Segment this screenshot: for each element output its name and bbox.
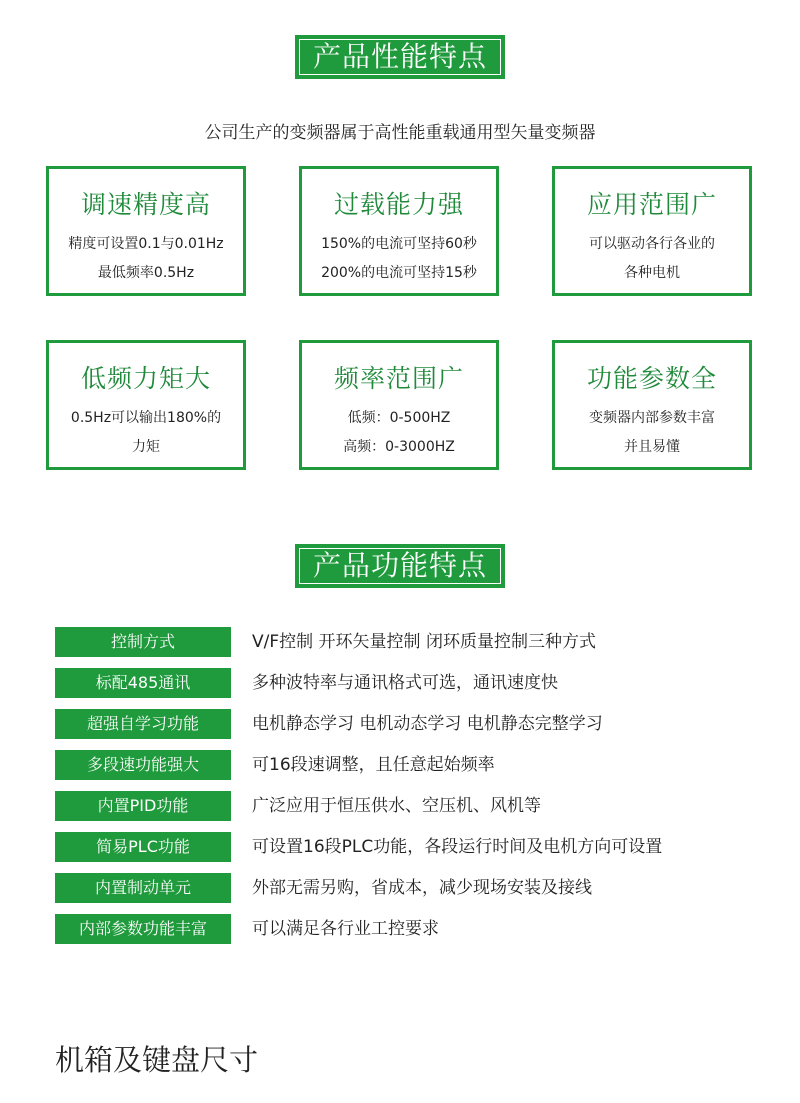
feature-description: 电机静态学习 电机动态学习 电机静态完整学习 [252,714,603,734]
feature-description: 可设置16段PLC功能，各段运行时间及电机方向可设置 [252,837,663,857]
card-line: 高频：0-3000HZ [343,439,455,455]
feature-card-overload [299,166,499,296]
feature-row-brake-unit [55,873,755,903]
card-line: 可以驱动各行各业的 [589,236,715,252]
card-line: 力矩 [132,439,160,455]
feature-description: 广泛应用于恒压供水、空压机、风机等 [252,796,541,816]
feature-label: 内部参数功能丰富 [55,914,231,944]
feature-row-multi-speed [55,750,755,780]
feature-card-full-parameters [552,340,752,470]
card-title: 频率范围广 [333,364,464,393]
feature-description: 多种波特率与通讯格式可选，通讯速度快 [252,673,558,693]
performance-section-title: 产品性能特点 [297,37,503,77]
feature-card-low-freq-torque [46,340,246,470]
feature-row-plc [55,832,755,862]
feature-label: 内置制动单元 [55,873,231,903]
chassis-keyboard-dimensions-heading: 机箱及键盘尺寸 [55,1043,259,1077]
feature-label: 多段速功能强大 [55,750,231,780]
feature-row-pid [55,791,755,821]
feature-label: 简易PLC功能 [55,832,231,862]
card-line: 150%的电流可坚持60秒 [321,236,477,252]
card-title: 低频力矩大 [80,364,211,393]
card-line: 200%的电流可坚持15秒 [321,265,477,281]
feature-label: 超强自学习功能 [55,709,231,739]
feature-row-self-learning [55,709,755,739]
card-title: 功能参数全 [586,364,717,393]
card-title: 应用范围广 [586,190,717,219]
feature-card-frequency-range [299,340,499,470]
function-section-title: 产品功能特点 [297,546,503,586]
card-line: 最低频率0.5Hz [97,265,195,281]
card-line: 低频：0-500HZ [347,410,451,426]
feature-label: 控制方式 [55,627,231,657]
card-line: 各种电机 [624,265,680,281]
feature-description: 可以满足各行业工控要求 [252,919,439,939]
card-title: 过载能力强 [333,190,464,219]
feature-card-speed-precision [46,166,246,296]
card-line: 精度可设置0.1与0.01Hz [68,236,224,252]
feature-label: 标配485通讯 [55,668,231,698]
card-title: 调速精度高 [80,190,211,219]
card-line: 0.5Hz可以输出180%的 [70,410,222,426]
feature-label: 内置PID功能 [55,791,231,821]
card-line: 变频器内部参数丰富 [589,410,715,426]
feature-description: 外部无需另购，省成本，减少现场安装及接线 [252,878,592,898]
feature-row-internal-parameters [55,914,755,944]
card-line: 并且易懂 [624,439,680,455]
feature-description: 可16段速调整，且任意起始频率 [252,755,495,775]
feature-row-485-comm [55,668,755,698]
feature-row-control-mode [55,627,755,657]
feature-card-application-range [552,166,752,296]
performance-intro: 公司生产的变频器属于高性能重载通用型矢量变频器 [204,123,596,143]
feature-description: V/F控制 开环矢量控制 闭环质量控制三种方式 [252,632,596,652]
